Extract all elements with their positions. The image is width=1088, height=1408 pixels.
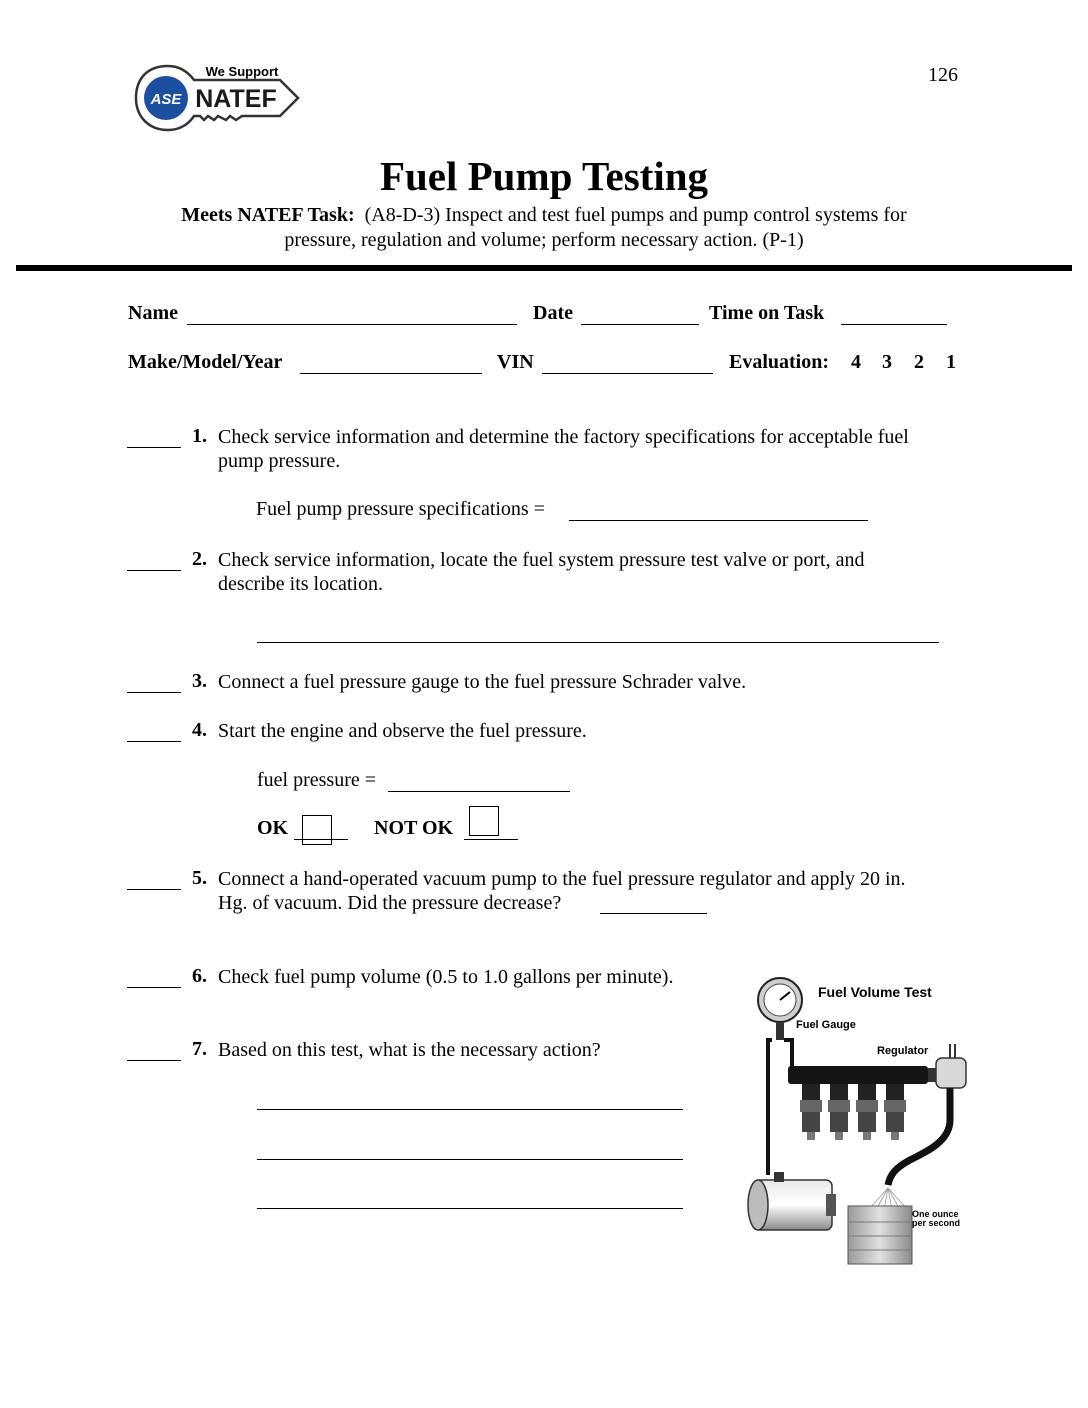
vin-label: VIN [497, 351, 534, 373]
make-model-year-field[interactable] [300, 353, 482, 374]
q4-text: Start the engine and observe the fuel pressure. [218, 720, 587, 742]
q2-check-blank[interactable] [127, 550, 181, 571]
ok-label: OK [257, 817, 289, 839]
q6-check-blank[interactable] [127, 967, 181, 988]
ok-checkbox[interactable] [302, 815, 332, 845]
fuel-volume-test-illustration [740, 970, 980, 1270]
q1-text [218, 425, 968, 473]
fuel-pressure-field[interactable] [388, 771, 570, 792]
action-line-2[interactable] [257, 1139, 683, 1160]
regulator-icon [928, 1044, 966, 1088]
location-field[interactable] [257, 622, 939, 643]
q6-number: 6. [192, 965, 207, 987]
q5-check-blank[interactable] [127, 869, 181, 890]
time-on-task-label: Time on Task [709, 302, 825, 324]
q3-text: Connect a fuel pressure gauge to the fuel pressure Schrader valve. [218, 671, 747, 693]
not-ok-label: NOT OK [374, 817, 454, 839]
volume-label-line-1: One ounce [912, 1209, 959, 1219]
not-ok-checkbox[interactable] [469, 806, 499, 836]
evaluation-score-3[interactable]: 3 [882, 351, 892, 373]
task-description [0, 203, 1088, 253]
q5-line-2: Hg. of vacuum. Did the pressure decrease? [218, 892, 562, 914]
q2-line-1: Check service information, locate the fuel system pressure test valve or port, and [218, 549, 865, 571]
task-line-2: pressure, regulation and volume; perform necessary action. (P-1) [284, 229, 804, 251]
evaluation-score-2[interactable]: 2 [914, 351, 924, 373]
q5-line-1: Connect a hand-operated vacuum pump to the fuel pressure regulator and apply 20 in. [218, 868, 906, 890]
name-label: Name [128, 302, 178, 324]
spec-label: Fuel pump pressure specifications = [256, 498, 545, 520]
evaluation-score-4[interactable]: 4 [851, 351, 861, 373]
evaluation-label: Evaluation: [729, 351, 830, 373]
time-on-task-field[interactable] [841, 304, 947, 325]
q7-number: 7. [192, 1038, 207, 1060]
task-line-1: (A8-D-3) Inspect and test fuel pumps and pump control systems for [364, 204, 907, 226]
q1-number: 1. [192, 425, 207, 447]
q1-line-2: pump pressure. [218, 450, 341, 472]
q7-text: Based on this test, what is the necessary action? [218, 1039, 601, 1061]
vin-field[interactable] [542, 353, 713, 374]
page-number: 126 [928, 64, 958, 86]
logo-badge-text: ASE [150, 91, 182, 108]
logo-top-text: We Support [205, 64, 279, 79]
task-prefix: Meets NATEF Task: [181, 204, 355, 226]
header-divider [16, 265, 1072, 271]
measuring-container-icon [848, 1206, 912, 1264]
q5-number: 5. [192, 867, 207, 889]
q2-number: 2. [192, 548, 207, 570]
natef-logo [130, 58, 310, 150]
action-line-1[interactable] [257, 1089, 683, 1110]
logo-brand-text: NATEF [195, 85, 277, 113]
fuel-pressure-label: fuel pressure = [257, 769, 377, 791]
q4-check-blank[interactable] [127, 721, 181, 742]
volume-label-line-2: per second [912, 1218, 961, 1228]
date-field[interactable] [581, 304, 699, 325]
fuel-pump-icon [748, 1172, 836, 1230]
q2-text [218, 548, 968, 596]
q4-number: 4. [192, 719, 207, 741]
q7-check-blank[interactable] [127, 1040, 181, 1061]
q1-check-blank[interactable] [127, 427, 181, 448]
fuel-gauge-label: Fuel Gauge [796, 1019, 856, 1031]
spec-field[interactable] [569, 500, 868, 521]
date-label: Date [533, 302, 573, 324]
q6-text: Check fuel pump volume (0.5 to 1.0 gallons per minute). [218, 966, 674, 988]
q2-line-2: describe its location. [218, 573, 383, 595]
page-title: Fuel Pump Testing [379, 153, 709, 199]
regulator-label: Regulator [877, 1045, 929, 1057]
q3-number: 3. [192, 670, 207, 692]
fuel-injectors-icon [800, 1084, 906, 1140]
q5-text [218, 867, 968, 915]
pressure-decrease-field[interactable] [600, 893, 707, 914]
q3-check-blank[interactable] [127, 672, 181, 693]
action-line-3[interactable] [257, 1188, 683, 1209]
evaluation-score-1[interactable]: 1 [946, 351, 956, 373]
illustration-title: Fuel Volume Test [818, 984, 932, 1000]
make-model-year-label: Make/Model/Year [128, 351, 283, 373]
q1-line-1: Check service information and determine the factory specifications for acceptable fuel [218, 426, 909, 448]
name-field[interactable] [187, 304, 517, 325]
